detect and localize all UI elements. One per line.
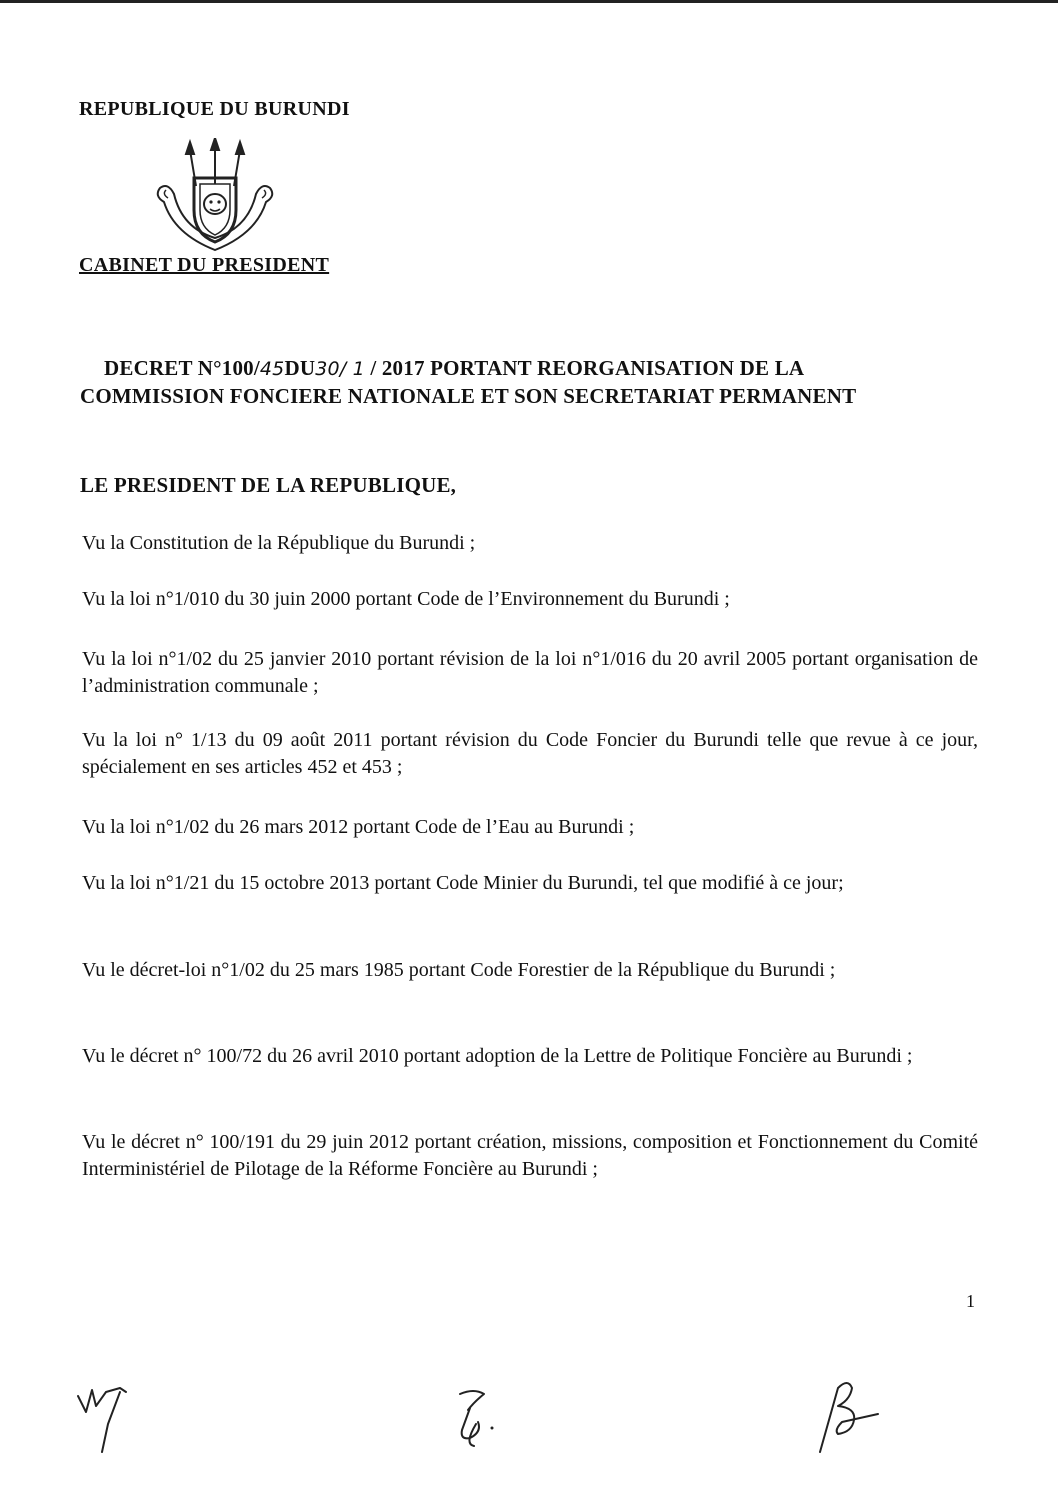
signature-initials-right [808,1374,898,1464]
signature-initials-left [72,1382,132,1462]
decree-date-handwritten: 30/ 1 [315,358,365,380]
decree-du-label: DU [284,356,316,380]
signature-initials-center [440,1384,510,1464]
scan-top-edge [0,0,1058,3]
paragraph-land-policy-letter: Vu le décret n° 100/72 du 26 avril 2010 portant adoption de la Lettre de Politique Foncière au Burundi ; [82,1045,913,1067]
decree-title-suffix: / 2017 PORTANT REORGANISATION DE LA [364,356,805,380]
page-number: 1 [966,1291,975,1311]
paragraph-water-code: Vu la loi n°1/02 du 26 mars 2012 portant Code de l’Eau au Burundi ; [82,816,635,838]
issuer-heading: LE PRESIDENT DE LA REPUBLIQUE, [80,473,457,497]
paragraph-constitution: Vu la Constitution de la République du Burundi ; [82,532,476,554]
paragraph-mining-code: Vu la loi n°1/21 du 15 octobre 2013 portant Code Minier du Burundi, tel que modifié à ce jour; [82,872,844,894]
decree-title-line1 [80,355,1005,383]
coat-of-arms-emblem [150,138,280,256]
paragraph-steering-committee: Vu le décret n° 100/191 du 29 juin 2012 portant création, missions, composition et Fonctionnement du Comité Interministériel de Pilotage de la Réforme Foncière au Burundi ; [82,1131,978,1180]
paragraph-land-code: Vu la loi n° 1/13 du 09 août 2011 portant révision du Code Foncier du Burundi telle que revue à ce jour, spécialement en ses articles 452 et 453 ; [82,729,978,778]
country-heading: REPUBLIQUE DU BURUNDI [79,98,350,120]
paragraph-communal-administration: Vu la loi n°1/02 du 25 janvier 2010 portant révision de la loi n°1/016 du 20 avril 2005 portant organisation de l’administration communale ; [82,648,978,697]
decree-title [80,355,1005,410]
decree-title-line2: COMMISSION FONCIERE NATIONALE ET SON SECRETARIAT PERMANENT [80,384,857,408]
paragraph-environment-code: Vu la loi n°1/010 du 30 juin 2000 portant Code de l’Environnement du Burundi ; [82,588,730,610]
cabinet-heading: CABINET DU PRESIDENT [79,254,330,276]
decree-number-prefix: DECRET N°100/ [104,356,260,380]
paragraph-forestry-code: Vu le décret-loi n°1/02 du 25 mars 1985 portant Code Forestier de la République du Burundi ; [82,959,836,981]
decree-number-handwritten: 45 [259,358,285,380]
